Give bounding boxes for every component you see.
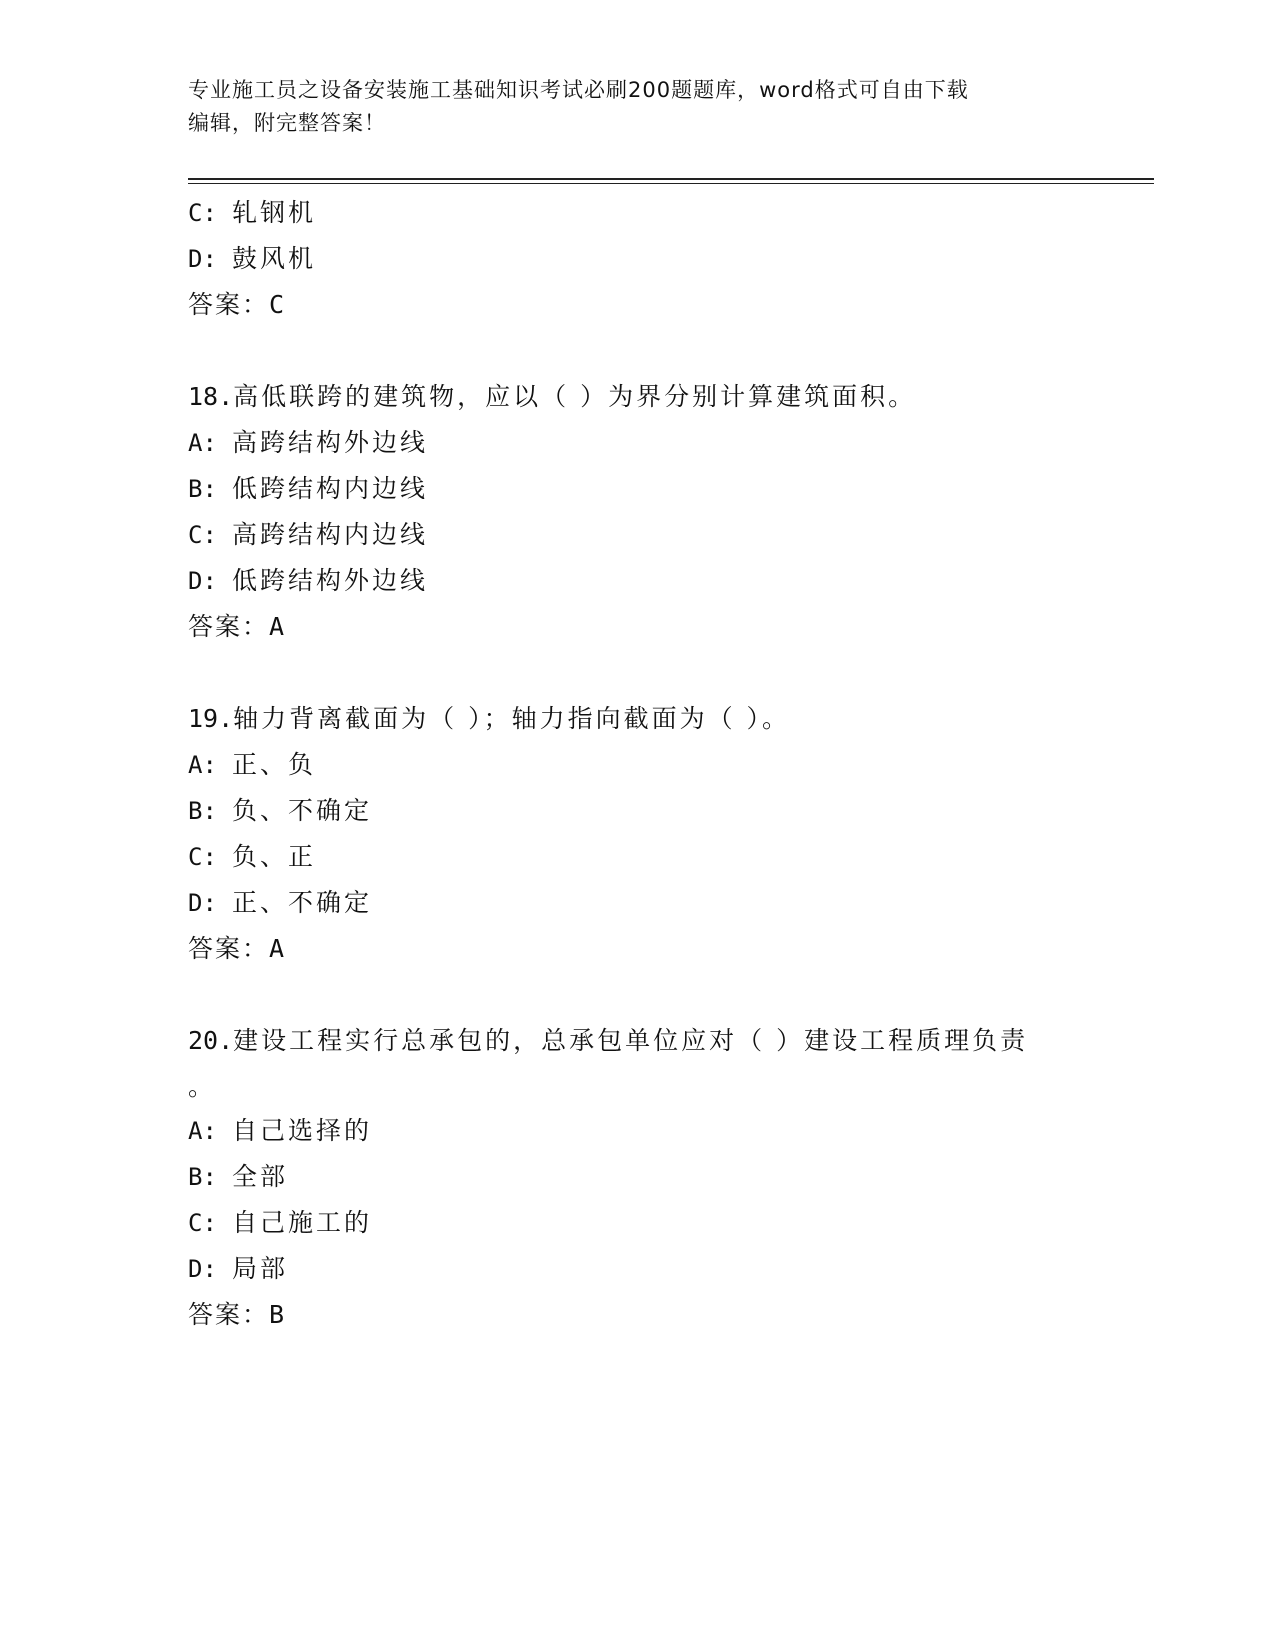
question-list bbox=[188, 190, 1118, 1338]
option-letter: A: bbox=[188, 751, 217, 779]
header-rule-thin bbox=[188, 183, 1154, 184]
option-text: 正、不确定 bbox=[232, 888, 373, 917]
question-stem bbox=[188, 1018, 1118, 1064]
option-letter: C: bbox=[188, 199, 217, 227]
option-row bbox=[188, 512, 1118, 558]
option-text: 低跨结构内边线 bbox=[232, 474, 429, 503]
answer-label: 答案： bbox=[188, 934, 270, 963]
header-title-line-1: 专业施工员之设备安装施工基础知识考试必刷200题题库，word格式可自由下载 bbox=[188, 78, 969, 102]
answer-value: B bbox=[269, 1300, 285, 1329]
option-letter: C: bbox=[188, 521, 217, 549]
option-row bbox=[188, 1246, 1118, 1292]
option-letter: B: bbox=[188, 475, 217, 503]
option-letter: D: bbox=[188, 567, 217, 595]
option-row bbox=[188, 558, 1118, 604]
answer-row bbox=[188, 282, 1118, 328]
option-letter: B: bbox=[188, 1163, 217, 1191]
option-text: 正、负 bbox=[232, 750, 317, 779]
option-letter: D: bbox=[188, 889, 217, 917]
option-text: 高跨结构外边线 bbox=[232, 428, 429, 457]
header-title-line-2: 编辑，附完整答案！ bbox=[188, 111, 386, 135]
question-stem bbox=[188, 696, 1118, 742]
option-text: 鼓风机 bbox=[232, 244, 317, 273]
question-text: 建设工程实行总承包的，总承包单位应对（ ）建设工程质理负责 bbox=[233, 1026, 1029, 1055]
option-row bbox=[188, 466, 1118, 512]
header-rule-thick bbox=[188, 178, 1154, 180]
option-text: 局部 bbox=[232, 1254, 289, 1283]
option-row bbox=[188, 742, 1118, 788]
spacer bbox=[188, 972, 1118, 1018]
option-row bbox=[188, 1154, 1118, 1200]
option-letter: D: bbox=[188, 1255, 217, 1283]
answer-row bbox=[188, 604, 1118, 650]
option-letter: A: bbox=[188, 429, 217, 457]
option-letter: D: bbox=[188, 245, 217, 273]
option-letter: A: bbox=[188, 1117, 217, 1145]
option-text: 高跨结构内边线 bbox=[232, 520, 429, 549]
option-row bbox=[188, 788, 1118, 834]
option-row bbox=[188, 420, 1118, 466]
option-text: 全部 bbox=[232, 1162, 289, 1191]
question-number: 19. bbox=[188, 704, 234, 733]
answer-row bbox=[188, 926, 1118, 972]
option-row bbox=[188, 1108, 1118, 1154]
option-letter: C: bbox=[188, 843, 217, 871]
answer-label: 答案： bbox=[188, 1300, 270, 1329]
page-header bbox=[188, 74, 1088, 140]
answer-value: A bbox=[269, 612, 285, 641]
answer-value: C bbox=[269, 290, 285, 319]
option-row bbox=[188, 880, 1118, 926]
option-text: 负、不确定 bbox=[232, 796, 373, 825]
option-text: 自己选择的 bbox=[232, 1116, 373, 1145]
question-number: 18. bbox=[188, 382, 234, 411]
answer-label: 答案： bbox=[188, 290, 270, 319]
spacer bbox=[188, 650, 1118, 696]
question-text: 轴力背离截面为（ ）；轴力指向截面为（ ）。 bbox=[233, 704, 791, 733]
option-text: 负、正 bbox=[232, 842, 317, 871]
option-letter: C: bbox=[188, 1209, 217, 1237]
option-text: 轧钢机 bbox=[232, 198, 317, 227]
answer-label: 答案： bbox=[188, 612, 270, 641]
question-text-continuation: 。 bbox=[188, 1072, 217, 1101]
option-letter: B: bbox=[188, 797, 217, 825]
question-stem bbox=[188, 374, 1118, 420]
option-row bbox=[188, 190, 1118, 236]
question-number: 20. bbox=[188, 1026, 234, 1055]
option-row bbox=[188, 834, 1118, 880]
option-row bbox=[188, 236, 1118, 282]
spacer bbox=[188, 328, 1118, 374]
question-text: 高低联跨的建筑物，应以（ ）为界分别计算建筑面积。 bbox=[233, 382, 917, 411]
answer-row bbox=[188, 1292, 1118, 1338]
question-stem-continuation bbox=[188, 1064, 1118, 1108]
option-text: 自己施工的 bbox=[232, 1208, 373, 1237]
option-text: 低跨结构外边线 bbox=[232, 566, 429, 595]
option-row bbox=[188, 1200, 1118, 1246]
answer-value: A bbox=[269, 934, 285, 963]
